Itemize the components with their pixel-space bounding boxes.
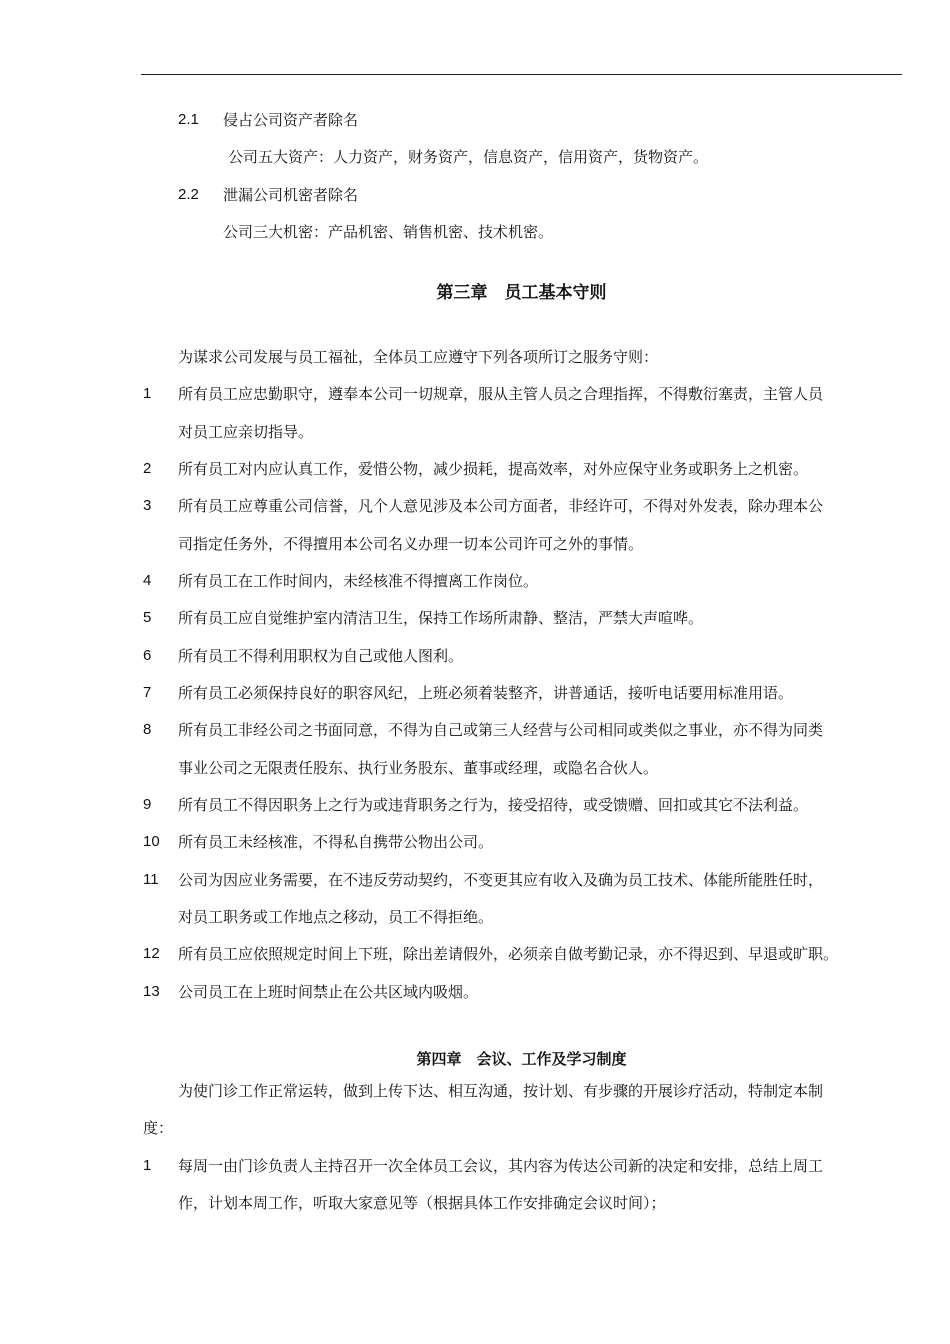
- rule-line: 所有员工对内应认真工作，爱惜公物，减少损耗，提高效率，对外应保守业务或职务上之机密。: [178, 460, 809, 478]
- rule-line: 所有员工应尊重公司信誉，凡个人意见涉及本公司方面者，非经许可，不得对外发表，除办理本公: [178, 497, 824, 515]
- section-title-2-2: 泄漏公司机密者除名: [223, 186, 359, 204]
- rule-line: 每周一由门诊负责人主持召开一次全体员工会议，其内容为传达公司新的决定和安排，总结上周工: [178, 1157, 824, 1175]
- rule-number: 1: [143, 1157, 152, 1174]
- rule-line: 所有员工在工作时间内，未经核准不得擅离工作岗位。: [178, 572, 539, 590]
- rule-line: 司指定任务外，不得擅用本公司名义办理一切本公司许可之外的事情。: [178, 535, 644, 553]
- rule-line: 所有员工未经核准，不得私自携带公物出公司。: [178, 833, 494, 851]
- rule-line: 作，计划本周工作，听取大家意见等（根据具体工作安排确定会议时间）；: [178, 1194, 666, 1212]
- rule-line: 所有员工应依照规定时间上下班，除出差请假外，必须亲自做考勤记录，亦不得迟到、早退或旷职。: [178, 945, 839, 963]
- rule-line: 事业公司之无限责任股东、执行业务股东、董事或经理，或隐名合伙人。: [178, 759, 659, 777]
- rule-line: 所有员工必须保持良好的职容风纪，上班必须着装整齐，讲普通话，接听电话要用标准用语。: [178, 684, 794, 702]
- rule-line: 公司员工在上班时间禁止在公共区域内吸烟。: [178, 983, 479, 1001]
- rule-number: 9: [143, 796, 152, 813]
- rule-number: 13: [143, 983, 160, 1000]
- rule-line: 所有员工应自觉维护室内清洁卫生，保持工作场所肃静、整洁，严禁大声喧哗。: [178, 609, 704, 627]
- rule-line: 对员工职务或工作地点之移动，员工不得拒绝。: [178, 908, 494, 926]
- section-detail-2-1: 公司五大资产：人力资产，财务资产，信息资产，信用资产，货物资产。: [228, 148, 709, 166]
- rule-number: 12: [143, 945, 160, 962]
- section-number-2-1: 2.1: [178, 111, 199, 128]
- rule-number: 4: [143, 572, 152, 589]
- rule-line: 对员工应亲切指导。: [178, 423, 314, 441]
- chapter-3-heading: 第三章 员工基本守则: [436, 283, 607, 303]
- chapter-4-heading: 第四章 会议、工作及学习制度: [416, 1050, 627, 1068]
- rule-number: 7: [143, 684, 152, 701]
- rule-number: 2: [143, 460, 152, 477]
- rule-number: 1: [143, 385, 152, 402]
- rule-number: 11: [143, 871, 159, 888]
- rule-line: 公司为因应业务需要，在不违反劳动契约，不变更其应有收入及确为员工技术、体能所能胜任时，: [178, 871, 824, 889]
- header-rule: [141, 74, 902, 75]
- rule-line: 所有员工不得因职务上之行为或违背职务之行为，接受招待，或受馈赠、回扣或其它不法利益。: [178, 796, 809, 814]
- rule-number: 10: [143, 833, 160, 850]
- chapter-3-intro: 为谋求公司发展与员工福祉，全体员工应遵守下列各项所订之服务守则：: [178, 348, 659, 366]
- rule-number: 8: [143, 721, 152, 738]
- rule-number: 5: [143, 609, 152, 626]
- section-title-2-1: 侵占公司资产者除名: [223, 111, 359, 129]
- rule-line: 所有员工非经公司之书面同意，不得为自己或第三人经营与公司相同或类似之事业，亦不得为同类: [178, 721, 824, 739]
- section-number-2-2: 2.2: [178, 186, 199, 203]
- chapter-4-intro-line: 为使门诊工作正常运转，做到上传下达、相互沟通，按计划、有步骤的开展诊疗活动，特制定本制: [178, 1082, 824, 1100]
- rule-line: 所有员工应忠勤职守，遵奉本公司一切规章，服从主管人员之合理指挥，不得敷衍塞责，主管人员: [178, 385, 824, 403]
- rule-line: 所有员工不得利用职权为自己或他人图利。: [178, 647, 464, 665]
- chapter-4-intro-line: 度：: [143, 1119, 174, 1137]
- section-detail-2-2: 公司三大机密：产品机密、销售机密、技术机密。: [223, 223, 554, 241]
- rule-number: 6: [143, 647, 152, 664]
- rule-number: 3: [143, 497, 152, 514]
